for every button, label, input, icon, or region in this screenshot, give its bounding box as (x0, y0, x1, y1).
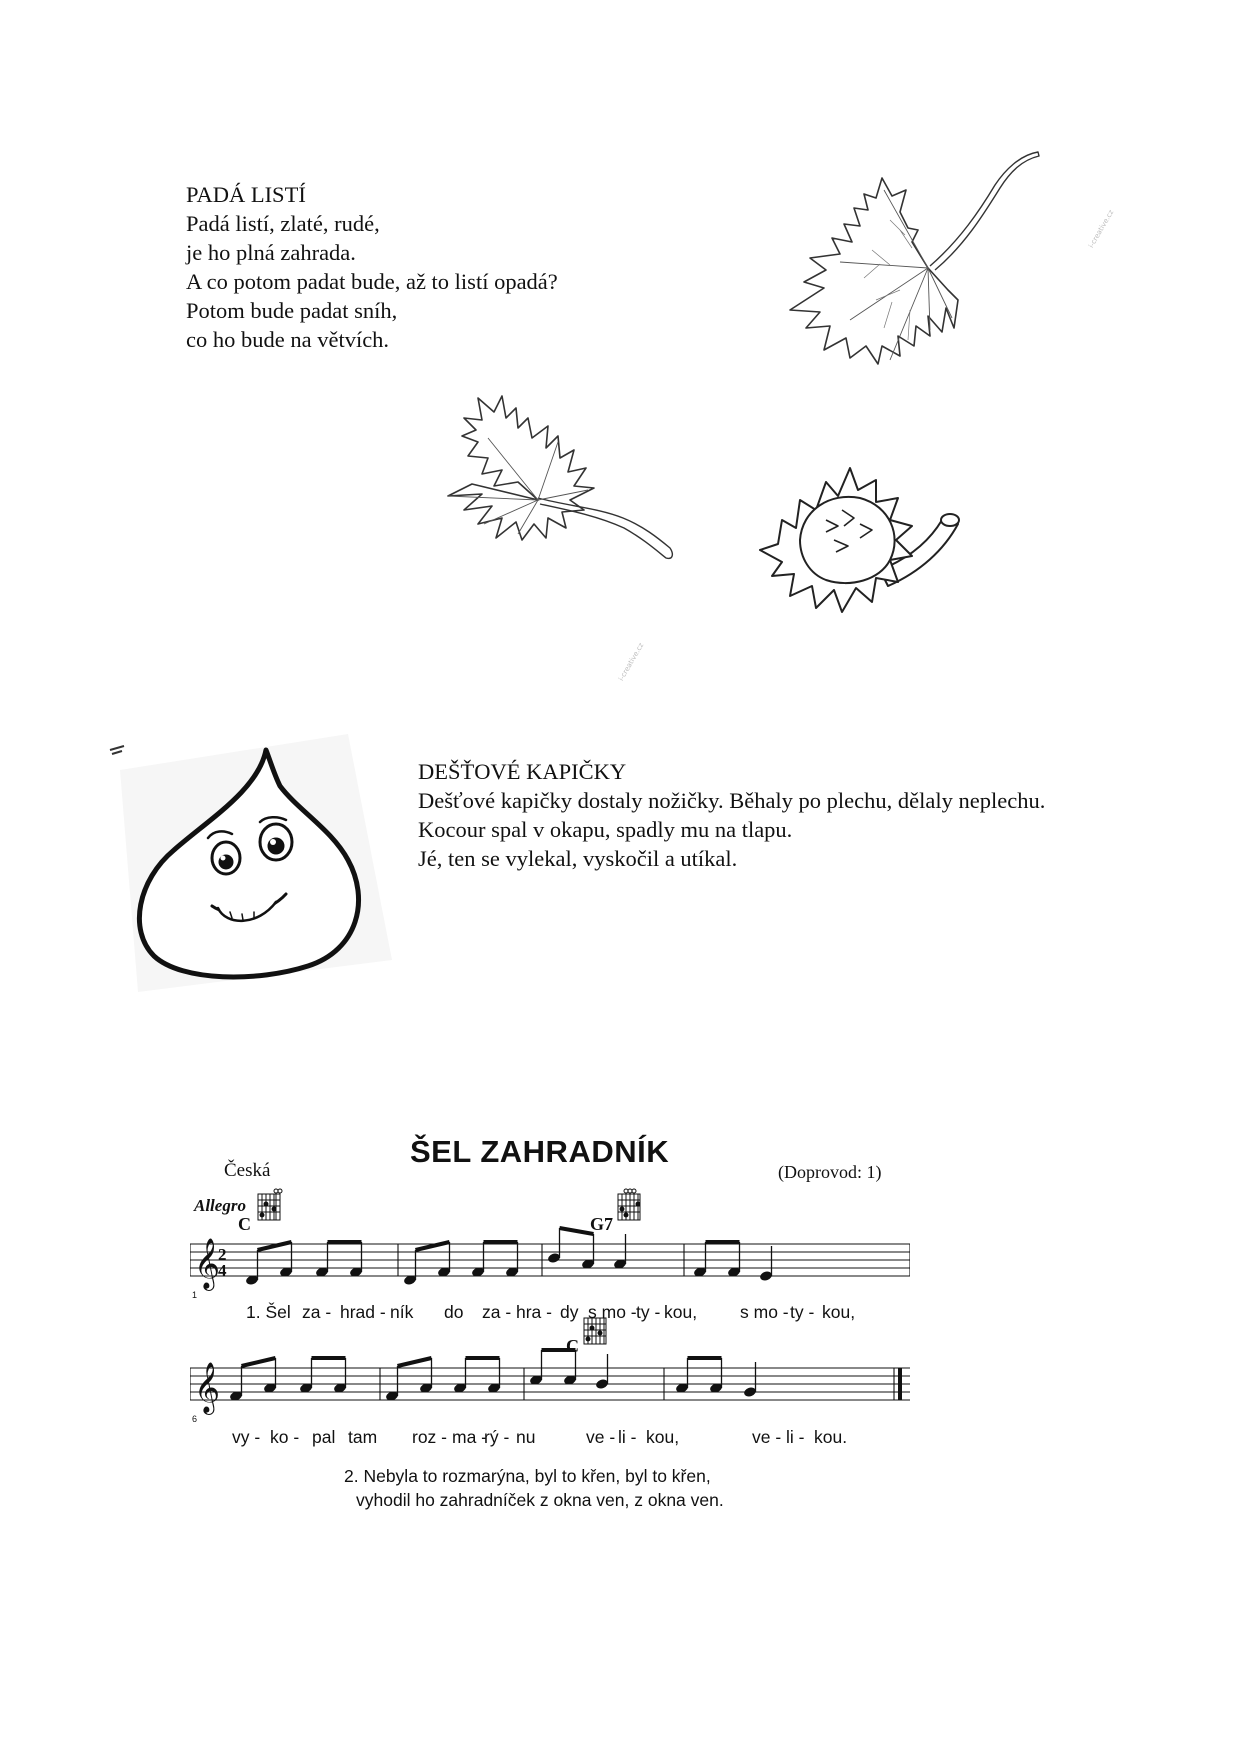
measure-number-1: 1 (192, 1290, 198, 1300)
song-sheet-music (190, 1120, 910, 1520)
svg-text:𝄞: 𝄞 (194, 1362, 221, 1413)
lyric-syllable: ve - (586, 1427, 616, 1447)
lyric-syllable: nu (516, 1427, 536, 1447)
note-beam (560, 1228, 594, 1234)
raindrop-character-illustration (108, 730, 398, 1000)
lyric-syllable: 1. Šel (246, 1302, 291, 1322)
lyric-syllable: kou, (822, 1302, 856, 1322)
poem1-title: PADÁ LISTÍ (186, 182, 306, 207)
lyric-syllable: ve - (752, 1427, 782, 1447)
lyric-syllable: s mo - (740, 1302, 789, 1322)
maple-leaf-illustration-2 (398, 378, 688, 588)
poem1-line-2: je ho plná zahrada. (186, 240, 356, 265)
lyric-syllable: tam (348, 1427, 378, 1447)
lyric-syllable: s mo - (588, 1302, 637, 1322)
chord-diagram-2 (618, 1189, 640, 1220)
lyric-syllable: ko - (270, 1427, 300, 1447)
chord-diagram-1 (258, 1189, 282, 1220)
verse2-line-1: 2. Nebyla to rozmarýna, byl to křen, byl to křen, (344, 1466, 711, 1486)
lyric-syllable: hrad - (340, 1302, 386, 1322)
lyric-syllable: vy - (232, 1427, 261, 1447)
lyric-syllable: kou, (646, 1427, 680, 1447)
poem1-line-3: A co potom padat bude, až to listí opadá? (186, 269, 558, 294)
svg-text:4: 4 (218, 1261, 227, 1280)
chord-label-2: G7 (590, 1214, 614, 1234)
lyric-syllable: ty - (790, 1302, 815, 1322)
lyric-syllable: kou. (814, 1427, 848, 1447)
poem2-line-2: Kocour spal v okapu, spadly mu na tlapu. (418, 817, 793, 842)
treble-clef-2 (194, 1362, 220, 1415)
watermark-text: i-creative.cz (1087, 208, 1116, 250)
lyric-syllable: ty - (636, 1302, 661, 1322)
lyric-syllable: ma - (452, 1427, 487, 1447)
song-verse-2 (344, 1464, 724, 1512)
lyric-syllable: hra - (516, 1302, 552, 1322)
lyric-syllable: za - (482, 1302, 512, 1322)
treble-clef-1 (194, 1238, 227, 1291)
poem2-title: DEŠŤOVÉ KAPIČKY (418, 759, 627, 784)
song-accompaniment: (Doprovod: 1) (778, 1162, 882, 1182)
poem1-line-4: Potom bude padat sníh, (186, 298, 398, 323)
lyric-syllable: do (444, 1302, 464, 1322)
note-beam (398, 1358, 432, 1366)
chord-label-1: C (238, 1214, 251, 1234)
lyric-syllable: pal (312, 1427, 336, 1447)
lyric-syllable: ník (390, 1302, 414, 1322)
notes-staff-1 (245, 1228, 773, 1286)
watermark-text: i-creative.cz (617, 641, 646, 683)
poem-padá-listí (186, 180, 558, 354)
song-title: ŠEL ZAHRADNÍK (410, 1134, 670, 1169)
svg-text:2: 2 (218, 1245, 227, 1264)
music-staves (190, 1120, 910, 1450)
poem2-line-1: Dešťové kapičky dostaly nožičky. Běhaly po plechu, dělaly neplechu. (418, 788, 1046, 813)
poem1-line-1: Padá listí, zlaté, rudé, (186, 211, 380, 236)
poem-dešťové-kapičky (418, 757, 1058, 873)
lyric-syllable: dy (560, 1302, 579, 1322)
song-origin: Česká (224, 1160, 271, 1181)
song-tempo: Allegro (194, 1196, 246, 1215)
verse2-line-2: vyhodil ho zahradníček z okna ven, z okna ven. (356, 1490, 724, 1510)
note-beam (242, 1358, 276, 1366)
note-beam (258, 1242, 292, 1250)
chestnut-illustration (730, 440, 985, 635)
maple-leaf-illustration (780, 150, 1050, 390)
lyric-syllable: roz - (412, 1427, 447, 1447)
note-beam (416, 1242, 450, 1250)
lyric-syllable: li - (786, 1427, 805, 1447)
poem2-line-3: Jé, ten se vylekal, vyskočil a utíkal. (418, 846, 738, 871)
measure-number-6: 6 (192, 1414, 198, 1424)
lyric-syllable: rý - (484, 1427, 510, 1447)
chord-label-3: C (566, 1336, 579, 1356)
lyric-syllable: za - (302, 1302, 332, 1322)
svg-text:𝄞: 𝄞 (194, 1238, 221, 1289)
poem1-line-5: co ho bude na větvích. (186, 327, 390, 352)
lyric-syllable: li - (618, 1427, 637, 1447)
staff-2 (190, 1368, 910, 1400)
lyric-syllable: kou, (664, 1302, 698, 1322)
